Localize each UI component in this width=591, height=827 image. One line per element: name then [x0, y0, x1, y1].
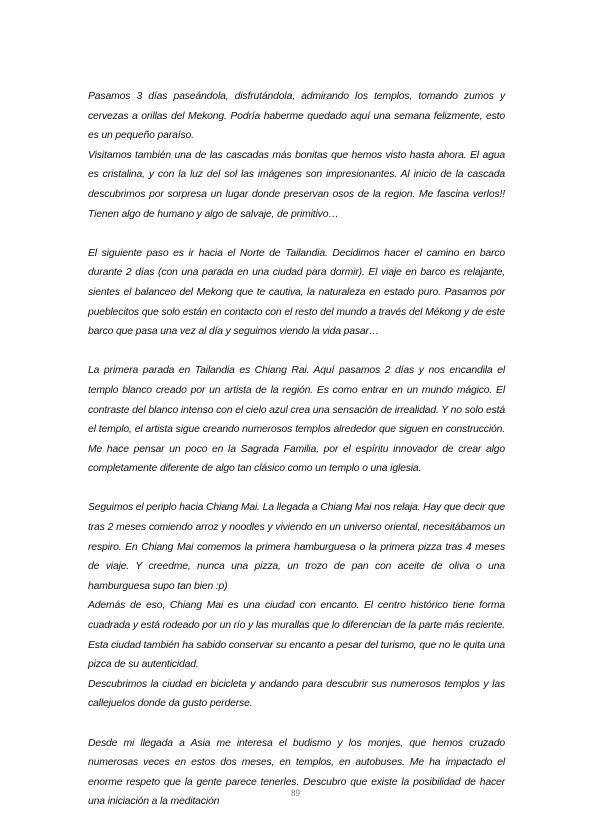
paragraph: Además de eso, Chiang Mai es una ciudad con encanto. El centro histórico tiene forma cuadrada y está rodeado por un río y las murallas que lo diferencian de la parte más reciente. Esta ciudad también ha sabido conservar su encanto a pesar del turismo, que no le quita una pizca de su autenticidad. [88, 600, 505, 671]
paragraph: El siguiente paso es ir hacia el Norte de Tailandia. Decidimos hacer el camino en barco durante 2 días (con una parada en una ciudad para dormir). El viaje en barco es relajante, sientes el balanceo del Mekong que te cautiva, la naturaleza en estado puro. Pasamos por pueblecitos que solo están en contacto con el resto del mundo a través del Mékong y de este barco que pasa una vez al día y seguimos viendo la vida pasar… [88, 247, 505, 338]
paragraph: Descubrimos la ciudad en bicicleta y andando para descubrir sus numerosos templos y las callejuelos donde da gusto perderse. [88, 678, 505, 710]
body-text [88, 87, 505, 812]
page-number: 89 [291, 788, 300, 798]
paragraph: Desde mi llegada a Asia me interesa el budismo y los monjes, que hemos cruzado numerosas veces en estos dos meses, en templos, en autobuses. Me ha impactado el enorme respeto que la gente parece tenerles. Descubro que existe la posibilidad de hacer una iniciación a la meditación [88, 737, 505, 808]
paragraph: Seguimos el periplo hacia Chiang Mai. La llegada a Chiang Mai nos relaja. Hay que decir que tras 2 meses comiendo arroz y noodles y viviendo en un universo oriental, necesitábamos un respiro. En Chiang Mai comemos la primera hamburguesa o la primera pizza tras 4 meses de viaje. Y creedme, nunca una pizza, un trozo de pan con aceite de oliva o una hamburguesa supo tan bien :p) [88, 502, 505, 592]
paragraph: La primera parada en Tailandia es Chiang Rai. Aquí pasamos 2 días y nos encandila el templo blanco creado por un artista de la región. Es como entrar en un mundo mágico. El contraste del blanco intenso con el cielo azul crea una sensación de irrealidad. Y no solo está el templo, el artista sigue creando numerosos templos alrededor que siguen en construcción. Me hace pensar un poco en la Sagrada Familia, por el espíritu innovador de crear algo completamente diferente de algo tan clásico como un templo o una iglesia. [88, 365, 505, 475]
paragraph: Pasamos 3 días paseándola, disfrutándola, admirando los templos, tomando zumos y cervezas a orillas del Mekong. Podría haberme quedado aquí una semana felizmente, esto es un pequeño paraíso. [88, 91, 505, 142]
paragraph: Visitamos también una de las cascadas más bonitas que hemos visto hasta ahora. El agua es cristalina, y con la luz del sol las imágenes son impresionantes. Al inicio de la cascada descubrimos por sorpresa un lugar donde preservan osos de la region. Me fascina verlos!! Tienen algo de humano y algo de salvaje, de primitivo… [88, 149, 505, 220]
